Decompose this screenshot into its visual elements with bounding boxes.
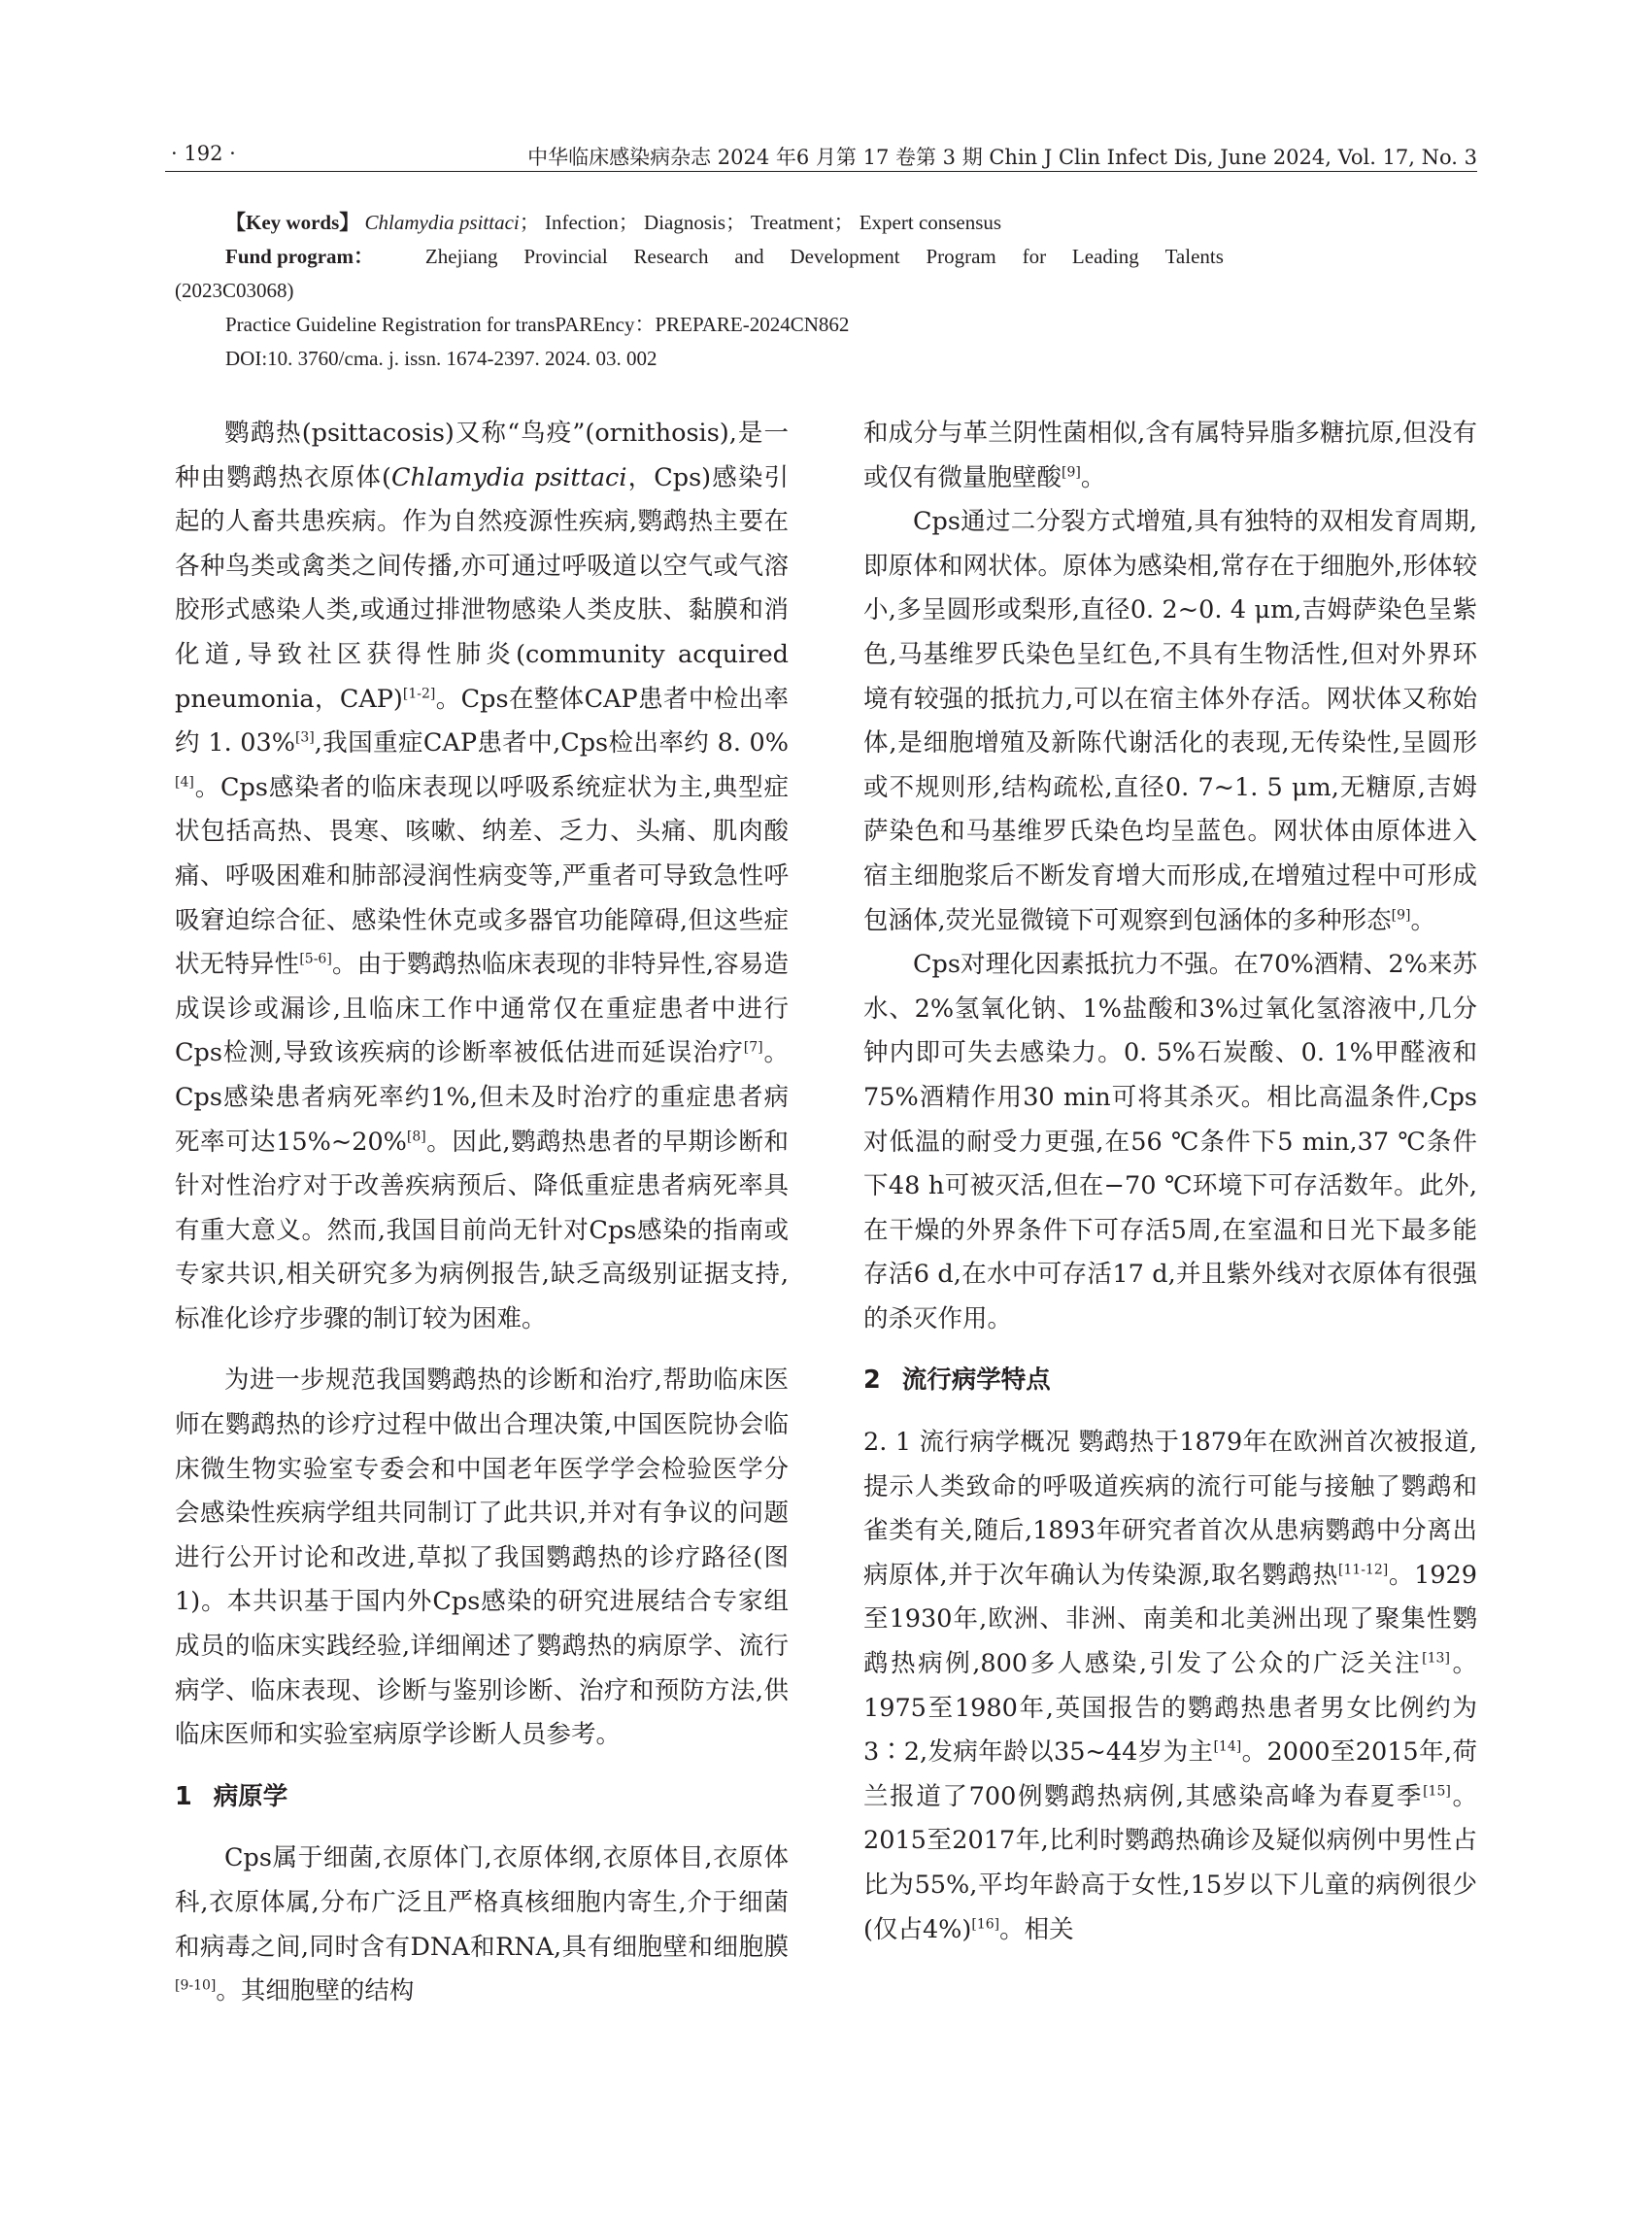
text-run: 。其细胞壁的结构	[216, 1976, 415, 2006]
citation-ref: [3]	[294, 729, 315, 746]
keywords-list: ； Infection； Diagnosis； Treatment； Expert consensus	[519, 211, 1002, 234]
text-run: 。	[1080, 462, 1106, 492]
text-run: 。Cps在整体CAP患者中检出率约 1. 03%	[175, 684, 789, 759]
paragraph-lifecycle	[863, 500, 1477, 943]
citation-ref: [11-12]	[1337, 1562, 1389, 1578]
paragraph-resistance: Cps对理化因素抵抗力不强。在70%酒精、2%来苏水、2%氢氧化钠、1%盐酸和3%过氧化氢溶液中,几分钟内即可失去感染力。0. 5%石炭酸、0. 1%甲醛液和75%酒精作用30 min可将其杀灭。相比高温条件,Cps对低温的耐受力更强,在56 ℃条件下5 min,37 ℃条件下48 h可被灭活,但在−70 ℃环境下可存活数年。此外,在干燥的外界条件下可存活5周,在室温和日光下最多能存活6 d,在水中可存活17 d,并且紫外线对衣原体有很强的杀灭作用。	[863, 950, 1477, 1333]
citation-ref: [8]	[406, 1129, 426, 1144]
article-metadata	[175, 206, 1224, 376]
citation-ref: [16]	[971, 1916, 1000, 1933]
section-heading-2	[863, 1359, 1477, 1403]
text-run: 。2000至2015年,荷兰报道了700例鹦鹉热病例,其感染高峰为春夏季	[863, 1737, 1477, 1811]
text-run: Cps通过二分裂方式增殖,具有独特的双相发育周期,即原体和网状体。原体为感染相,常存在于细胞外,形体较小,多呈圆形或梨形,直径0. 2~0. 4 μm,吉姆萨染色呈紫色,马基维罗氏染色呈红色,不具有生物活性,但对外界环境有较强的抵抗力,可以在宿主体外存活。网状体又称始体,是细胞增殖及新陈代谢活化的表现,无传染性,呈圆形或不规则形,结构疏松,直径0. 7~1. 5 μm,无糖原,吉姆萨染色和马基维罗氏染色均呈蓝色。网状体由原体进入宿主细胞浆后不断发育增大而形成,在增殖过程中可形成包涵体,荧光显微镜下可观察到包涵体的多种形态	[863, 507, 1477, 935]
keyword-italic: Chlamydia psittaci	[364, 211, 520, 234]
text-run: 和成分与革兰阴性菌相似,含有属特异脂多糖抗原,但没有或仅有微量胞壁酸	[863, 419, 1477, 492]
section-number: 2	[863, 1365, 881, 1396]
fund-word: Provincial	[523, 245, 608, 268]
keywords-label: 【Key words】	[225, 211, 360, 234]
text-run: 。由于鹦鹉热临床表现的非特异性,容易造成误诊或漏诊,且临床工作中通常仅在重症患者中进行Cps检测,导致该疾病的诊断率被低估进而延误治疗	[175, 950, 789, 1068]
section-title: 流行病学特点	[901, 1365, 1051, 1396]
section-title: 病原学	[213, 1781, 288, 1811]
citation-ref: [5-6]	[299, 951, 332, 967]
text-run: 。1975至1980年,英国报告的鹦鹉热患者男女比例约为3∶2,发病年龄以35~44岁为主	[863, 1649, 1477, 1768]
citation-ref: [7]	[743, 1039, 763, 1056]
text-run: 。Cps感染患者病死率约1%,但未及时治疗的重症患者病死率可达15%~20%	[175, 1038, 789, 1157]
fund-word: Program	[926, 245, 996, 268]
subsection-heading: 2. 1 流行病学概况	[863, 1428, 1071, 1458]
text-run: 。相关	[999, 1914, 1074, 1944]
keywords-row	[175, 206, 1224, 240]
paragraph-continued	[863, 412, 1477, 500]
citation-ref: [14]	[1213, 1738, 1242, 1755]
running-header	[165, 136, 1477, 172]
text-run: Cps属于细菌,衣原体门,衣原体纲,衣原体目,衣原体科,衣原体属,分布广泛且严格真核细胞内寄生,介于细菌和病毒之间,同时含有DNA和RNA,具有细胞壁和细胞膜	[175, 1843, 789, 1962]
text-run: ,我国重症CAP患者中,Cps检出率约 8. 0%	[314, 728, 789, 759]
citation-ref: [13]	[1422, 1650, 1450, 1667]
citation-ref: [9-10]	[175, 1977, 217, 1994]
text-run: 。	[1410, 905, 1435, 935]
text-run: 鹦鹉热(psittacosis)又称“鸟疫”(ornithosis),是一种由鹦鹉热衣原体(	[175, 419, 789, 492]
fund-word: Leading	[1071, 245, 1139, 268]
text-run: 。2015至2017年,比利时鹦鹉热确诊及疑似病例中男性占比为55%,平均年龄高于女性,15岁以下儿童的病例很少(仅占4%)	[863, 1781, 1477, 1944]
paragraph-intro	[175, 412, 789, 1341]
text-run: 。Cps感染者的临床表现以呼吸系统症状为主,典型症状包括高热、畏寒、咳嗽、纳差、乏力、头痛、肌肉酸痛、呼吸困难和肺部浸润性病变等,严重者可导致急性呼吸窘迫综合征、感染性休克或多器官功能障碍,但这些症状无特异性	[175, 772, 789, 980]
fund-word: and	[734, 245, 764, 268]
fund-word: Research	[633, 245, 709, 268]
paragraph-epidemiology	[863, 1421, 1477, 1952]
text-run: 鹦鹉热于1879年在欧洲首次被报道,提示人类致命的呼吸道疾病的流行可能与接触了鹦鹉和雀类有关,随后,1893年研究者首次从患病鹦鹉中分离出病原体,并于次年确认为传染源,取名鹦鹉热	[863, 1428, 1478, 1590]
fund-code: (2023C03068)	[175, 279, 294, 302]
citation-ref: [15]	[1423, 1783, 1451, 1800]
italic-term: Chlamydia psittaci	[390, 462, 627, 492]
section-number: 1	[175, 1781, 192, 1811]
fund-word: for	[1022, 245, 1047, 268]
fund-row	[175, 240, 1224, 274]
text-run: 。1929至1930年,欧洲、非洲、南美和北美洲出现了聚集性鹦鹉热病例,800多人感染,引发了公众的广泛关注	[863, 1560, 1477, 1679]
citation-ref: [1-2]	[402, 686, 436, 702]
text-run: ，Cps)感染引起的人畜共患疾病。作为自然疫源性疾病,鹦鹉热主要在各种鸟类或禽类之间传播,亦可通过呼吸道以空气或气溶胶形式感染人类,或通过排泄物感染人类皮肤、黏膜和消化道,导致社区获得性肺炎(community acquired pneumonia，CAP)	[175, 462, 789, 714]
citation-ref: [9]	[1391, 907, 1411, 924]
left-column	[175, 412, 789, 2014]
text-run: 。因此,鹦鹉热患者的早期诊断和针对性治疗对于改善疾病预后、降低重症患者病死率具有重大意义。然而,我国目前尚无针对Cps感染的指南或专家共识,相关研究多为病例报告,缺乏高级别证据支持,标准化诊疗步骤的制订较为困难。	[175, 1127, 789, 1333]
doi: DOI:10. 3760/cma. j. issn. 1674-2397. 2024. 03. 002	[225, 347, 657, 370]
fund-word: Talents	[1164, 245, 1224, 268]
registration: Practice Guideline Registration for transPAREncy：PREPARE-2024CN862	[225, 313, 850, 336]
paragraph-etiology	[175, 1837, 789, 2013]
journal-citation: 中华临床感染病杂志 2024 年6 月第 17 卷第 3 期 Chin J Clin Infect Dis, June 2024, Vol. 17, No. 3	[527, 146, 1477, 169]
page-number: · 192 ·	[171, 142, 236, 165]
paragraph-purpose: 为进一步规范我国鹦鹉热的诊断和治疗,帮助临床医师在鹦鹉热的诊疗过程中做出合理决策,中国医院协会临床微生物实验室专委会和中国老年医学学会检验医学分会感染性疾病学组共同制订了此共识,并对有争议的问题进行公开讨论和改进,草拟了我国鹦鹉热的诊疗路径(图1)。本共识基于国内外Cps感染的研究进展结合专家组成员的临床实践经验,详细阐述了鹦鹉热的病原学、流行病学、临床表现、诊断与鉴别诊断、治疗和预防方法,供临床医师和实验室病原学诊断人员参考。	[175, 1365, 789, 1750]
fund-label: Fund program：	[225, 245, 375, 268]
right-column	[863, 412, 1477, 1952]
citation-ref: [9]	[1062, 464, 1081, 481]
fund-word: Development	[790, 245, 900, 268]
citation-ref: [4]	[175, 774, 194, 791]
fund-word: Zhejiang	[424, 245, 498, 268]
section-heading-1	[175, 1775, 789, 1820]
